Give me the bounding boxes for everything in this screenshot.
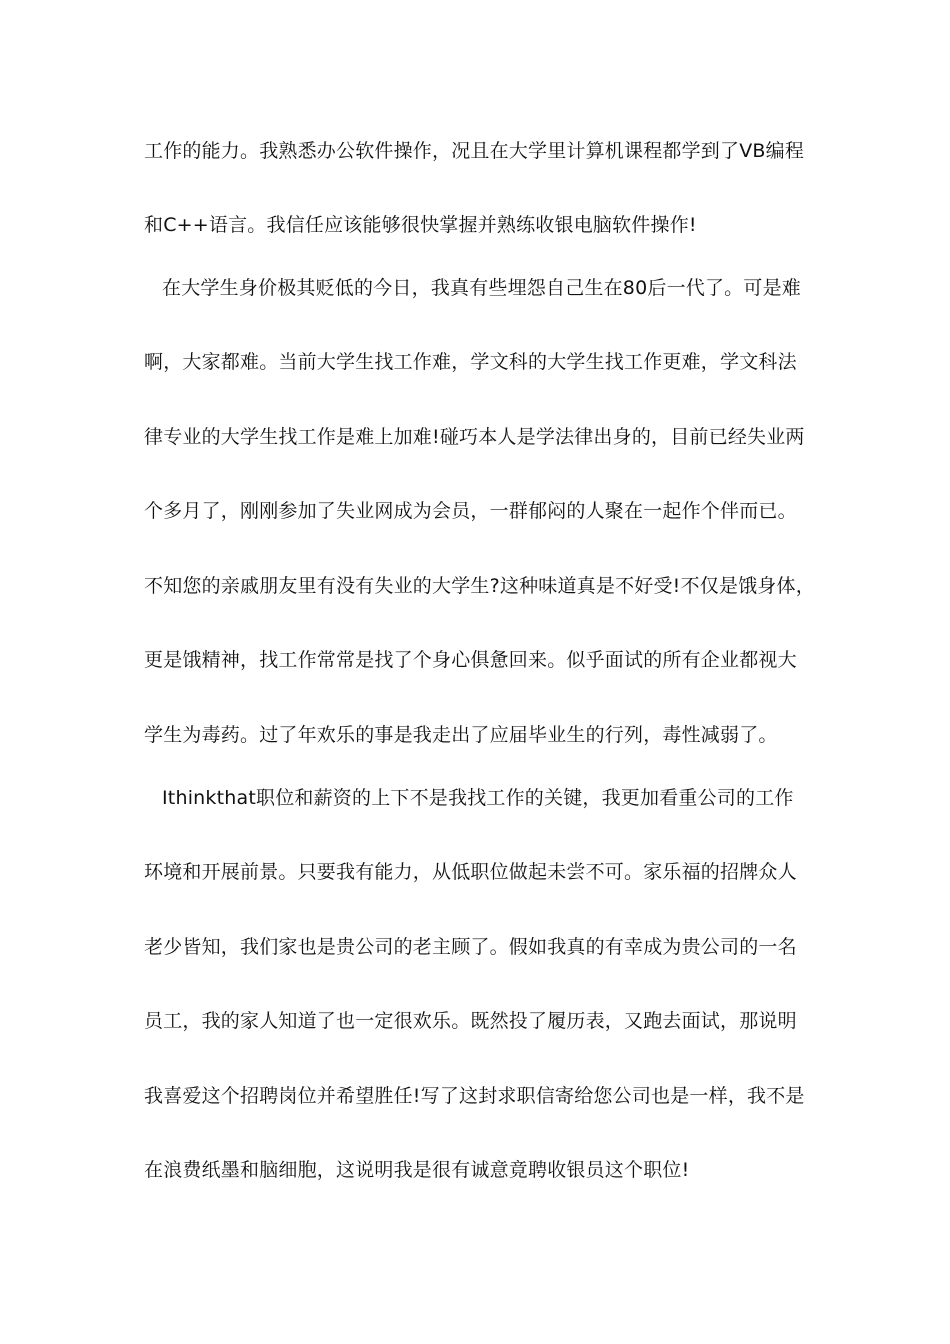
text-line: 工作的能力。我熟悉办公软件操作，况且在大学里计算机课程都学到了VB编程 xyxy=(144,140,805,162)
text-line: 啊，大家都难。当前大学生找工作难，学文科的大学生找工作更难，学文科法 xyxy=(144,351,797,373)
text-line: 在浪费纸墨和脑细胞，这说明我是很有诚意竟聘收银员这个职位! xyxy=(144,1159,690,1181)
text-line: 员工，我的家人知道了也一定很欢乐。既然投了履历表，又跑去面试，那说明 xyxy=(144,1010,797,1032)
text-line: 我喜爱这个招聘岗位并希望胜任!写了这封求职信寄给您公司也是一样，我不是 xyxy=(144,1085,805,1107)
text-line: 个多月了，刚刚参加了失业网成为会员，一群郁闷的人聚在一起作个伴而已。 xyxy=(144,500,797,522)
text-line: 律专业的大学生找工作是难上加难!碰巧本人是学法律出身的，目前已经失业两 xyxy=(144,426,805,448)
paragraph-start-line: 在大学生身价极其贬低的今日，我真有些埋怨自己生在80后一代了。可是难 xyxy=(162,277,801,299)
text-line: 环境和开展前景。只要我有能力，从低职位做起未尝不可。家乐福的招牌众人 xyxy=(144,861,797,883)
text-line: 学生为毒药。过了年欢乐的事是我走出了应届毕业生的行列，毒性减弱了。 xyxy=(144,724,778,746)
text-line: 更是饿精神，找工作常常是找了个身心俱惫回来。似乎面试的所有企业都视大 xyxy=(144,649,797,671)
text-line: 不知您的亲戚朋友里有没有失业的大学生?这种味道真是不好受!不仅是饿身体， xyxy=(144,575,815,597)
text-line: 老少皆知，我们家也是贵公司的老主顾了。假如我真的有幸成为贵公司的一名 xyxy=(144,936,797,958)
paragraph-start-line: Ithinkthat职位和薪资的上下不是我找工作的关键，我更加看重公司的工作 xyxy=(162,787,794,809)
text-line: 和C++语言。我信任应该能够很快掌握并熟练收银电脑软件操作! xyxy=(144,214,697,236)
